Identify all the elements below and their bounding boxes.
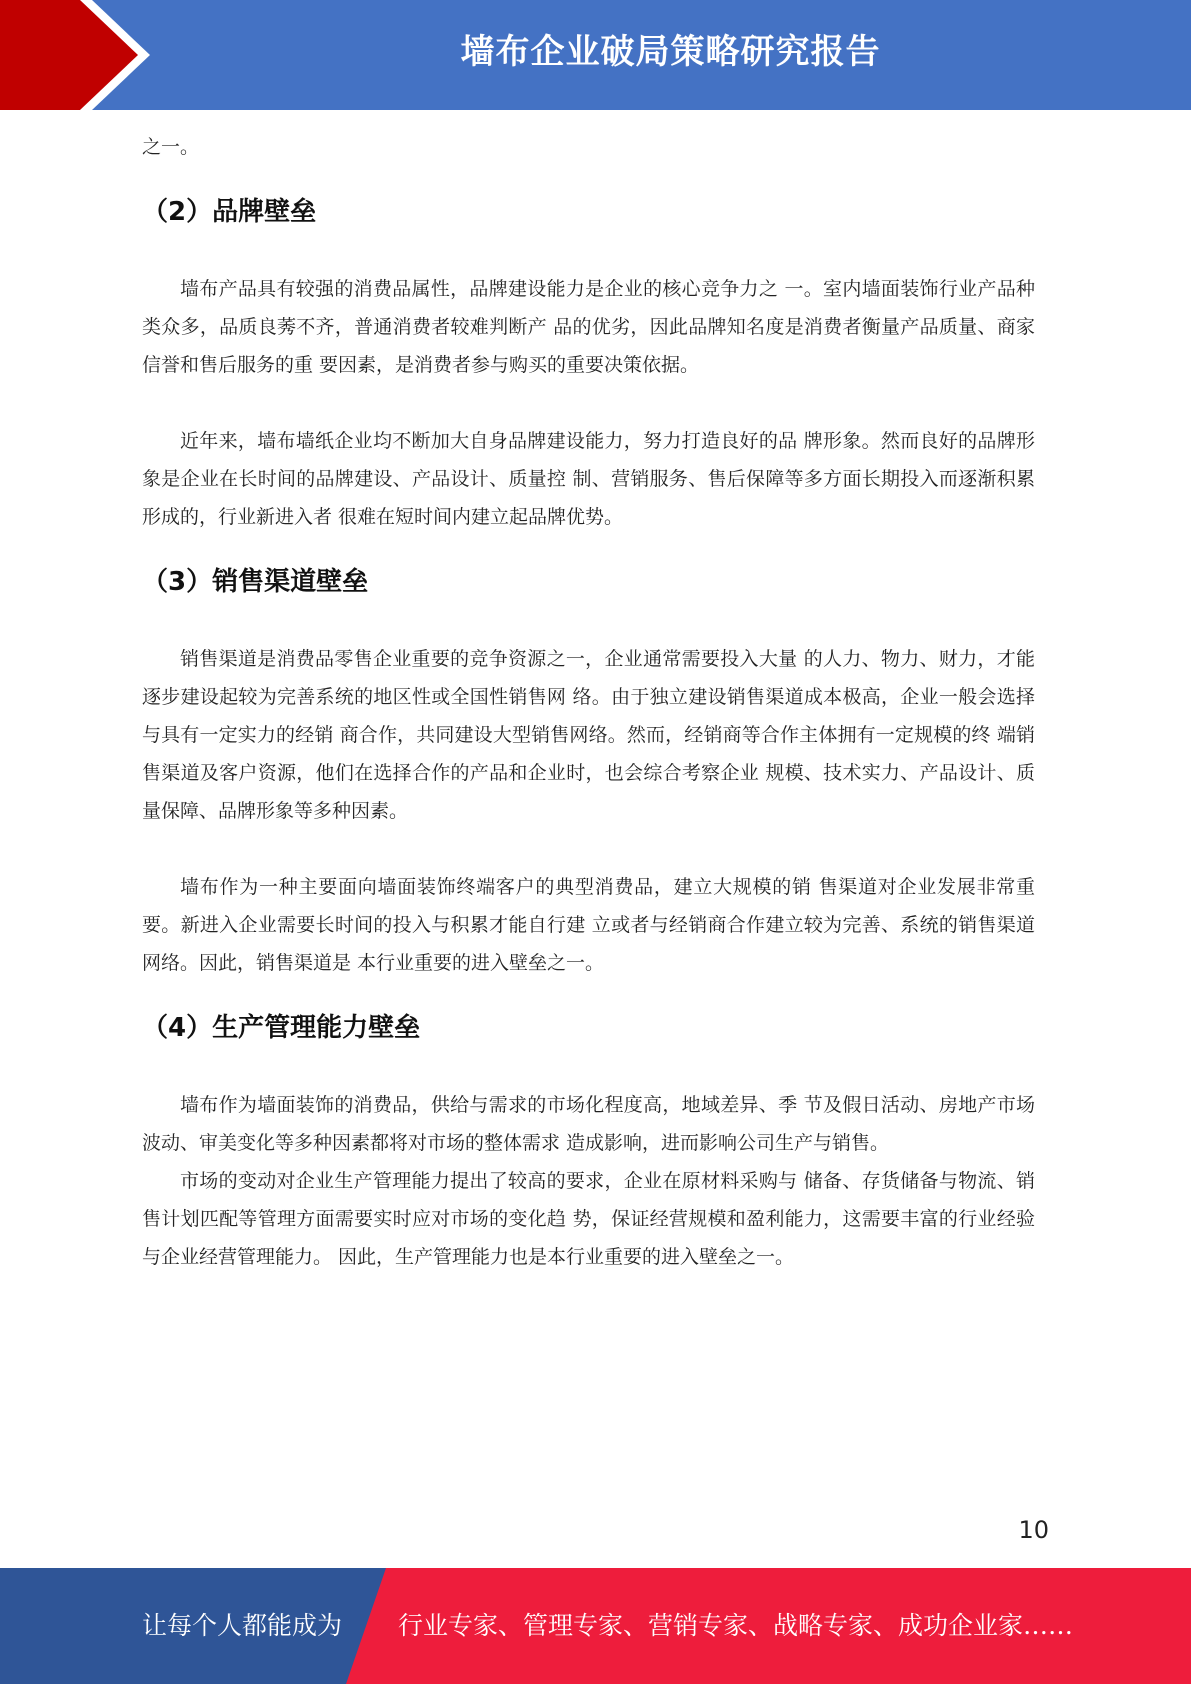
paragraph: 销售渠道是消费品零售企业重要的竞争资源之一，企业通常需要投入大量 的人力、物力、财力，才能逐步建设起较为完善系统的地区性或全国性销售网 络。由于独立建设销售渠道成本极高，企业一般会选择与具有一定实力的经销 商合作，共同建设大型销售网络。然而，经销商等合作主体拥有一定规模的终 端销售渠道及客户资源，他们在选择合作的产品和企业时，也会综合考察企业 规模、技术实力、产品设计、质量保障、品牌形象等多种因素。 (142, 648, 1035, 822)
paragraph: 墙布产品具有较强的消费品属性，品牌建设能力是企业的核心竞争力之 一。室内墙面装饰行业产品种类众多，品质良莠不齐，普通消费者较难判断产 品的优劣，因此品牌知名度是消费者衡量产品质量、商家信誉和售后服务的重 要因素，是消费者参与购买的重要决策依据。 (142, 278, 1035, 376)
continued-text: 之一。 (142, 136, 200, 158)
section-heading-production-management-barrier: （4）生产管理能力壁垒 (142, 1013, 421, 1043)
paragraph: 墙布作为墙面装饰的消费品，供给与需求的市场化程度高，地域差异、季 节及假日活动、房地产市场波动、审美变化等多种因素都将对市场的整体需求 造成影响，进而影响公司生产与销售。 (142, 1094, 1035, 1154)
paragraph: 墙布作为一种主要面向墙面装饰终端客户的典型消费品，建立大规模的销 售渠道对企业发展非常重要。新进入企业需要长时间的投入与积累才能自行建 立或者与经销商合作建立较为完善、系统的销售渠道网络。因此，销售渠道是 本行业重要的进入壁垒之一。 (142, 876, 1035, 974)
header-banner (0, 0, 1191, 110)
footer-banner (0, 1568, 1191, 1684)
page-number: 10 (1018, 1516, 1049, 1544)
footer-slogan-right: 行业专家、管理专家、营销专家、战略专家、成功企业家…… (398, 1611, 1074, 1640)
paragraph: 近年来，墙布墙纸企业均不断加大自身品牌建设能力，努力打造良好的品 牌形象。然而良好的品牌形象是企业在长时间的品牌建设、产品设计、质量控 制、营销服务、售后保障等多方面长期投入而逐渐积累形成的，行业新进入者 很难在短时间内建立起品牌优势。 (142, 430, 1035, 528)
document-body (142, 128, 1035, 1276)
section-heading-brand-barrier: （2）品牌壁垒 (142, 197, 317, 227)
section-heading-sales-channel-barrier: （3）销售渠道壁垒 (142, 567, 369, 597)
paragraph: 市场的变动对企业生产管理能力提出了较高的要求，企业在原材料采购与 储备、存货储备与物流、销售计划匹配等管理方面需要实时应对市场的变化趋 势，保证经营规模和盈利能力，这需要丰富的行业经验与企业经营管理能力。 因此，生产管理能力也是本行业重要的进入壁垒之一。 (142, 1170, 1035, 1268)
report-title: 墙布企业破局策略研究报告 (460, 32, 881, 72)
footer-slogan-left: 让每个人都能成为 (142, 1611, 343, 1640)
